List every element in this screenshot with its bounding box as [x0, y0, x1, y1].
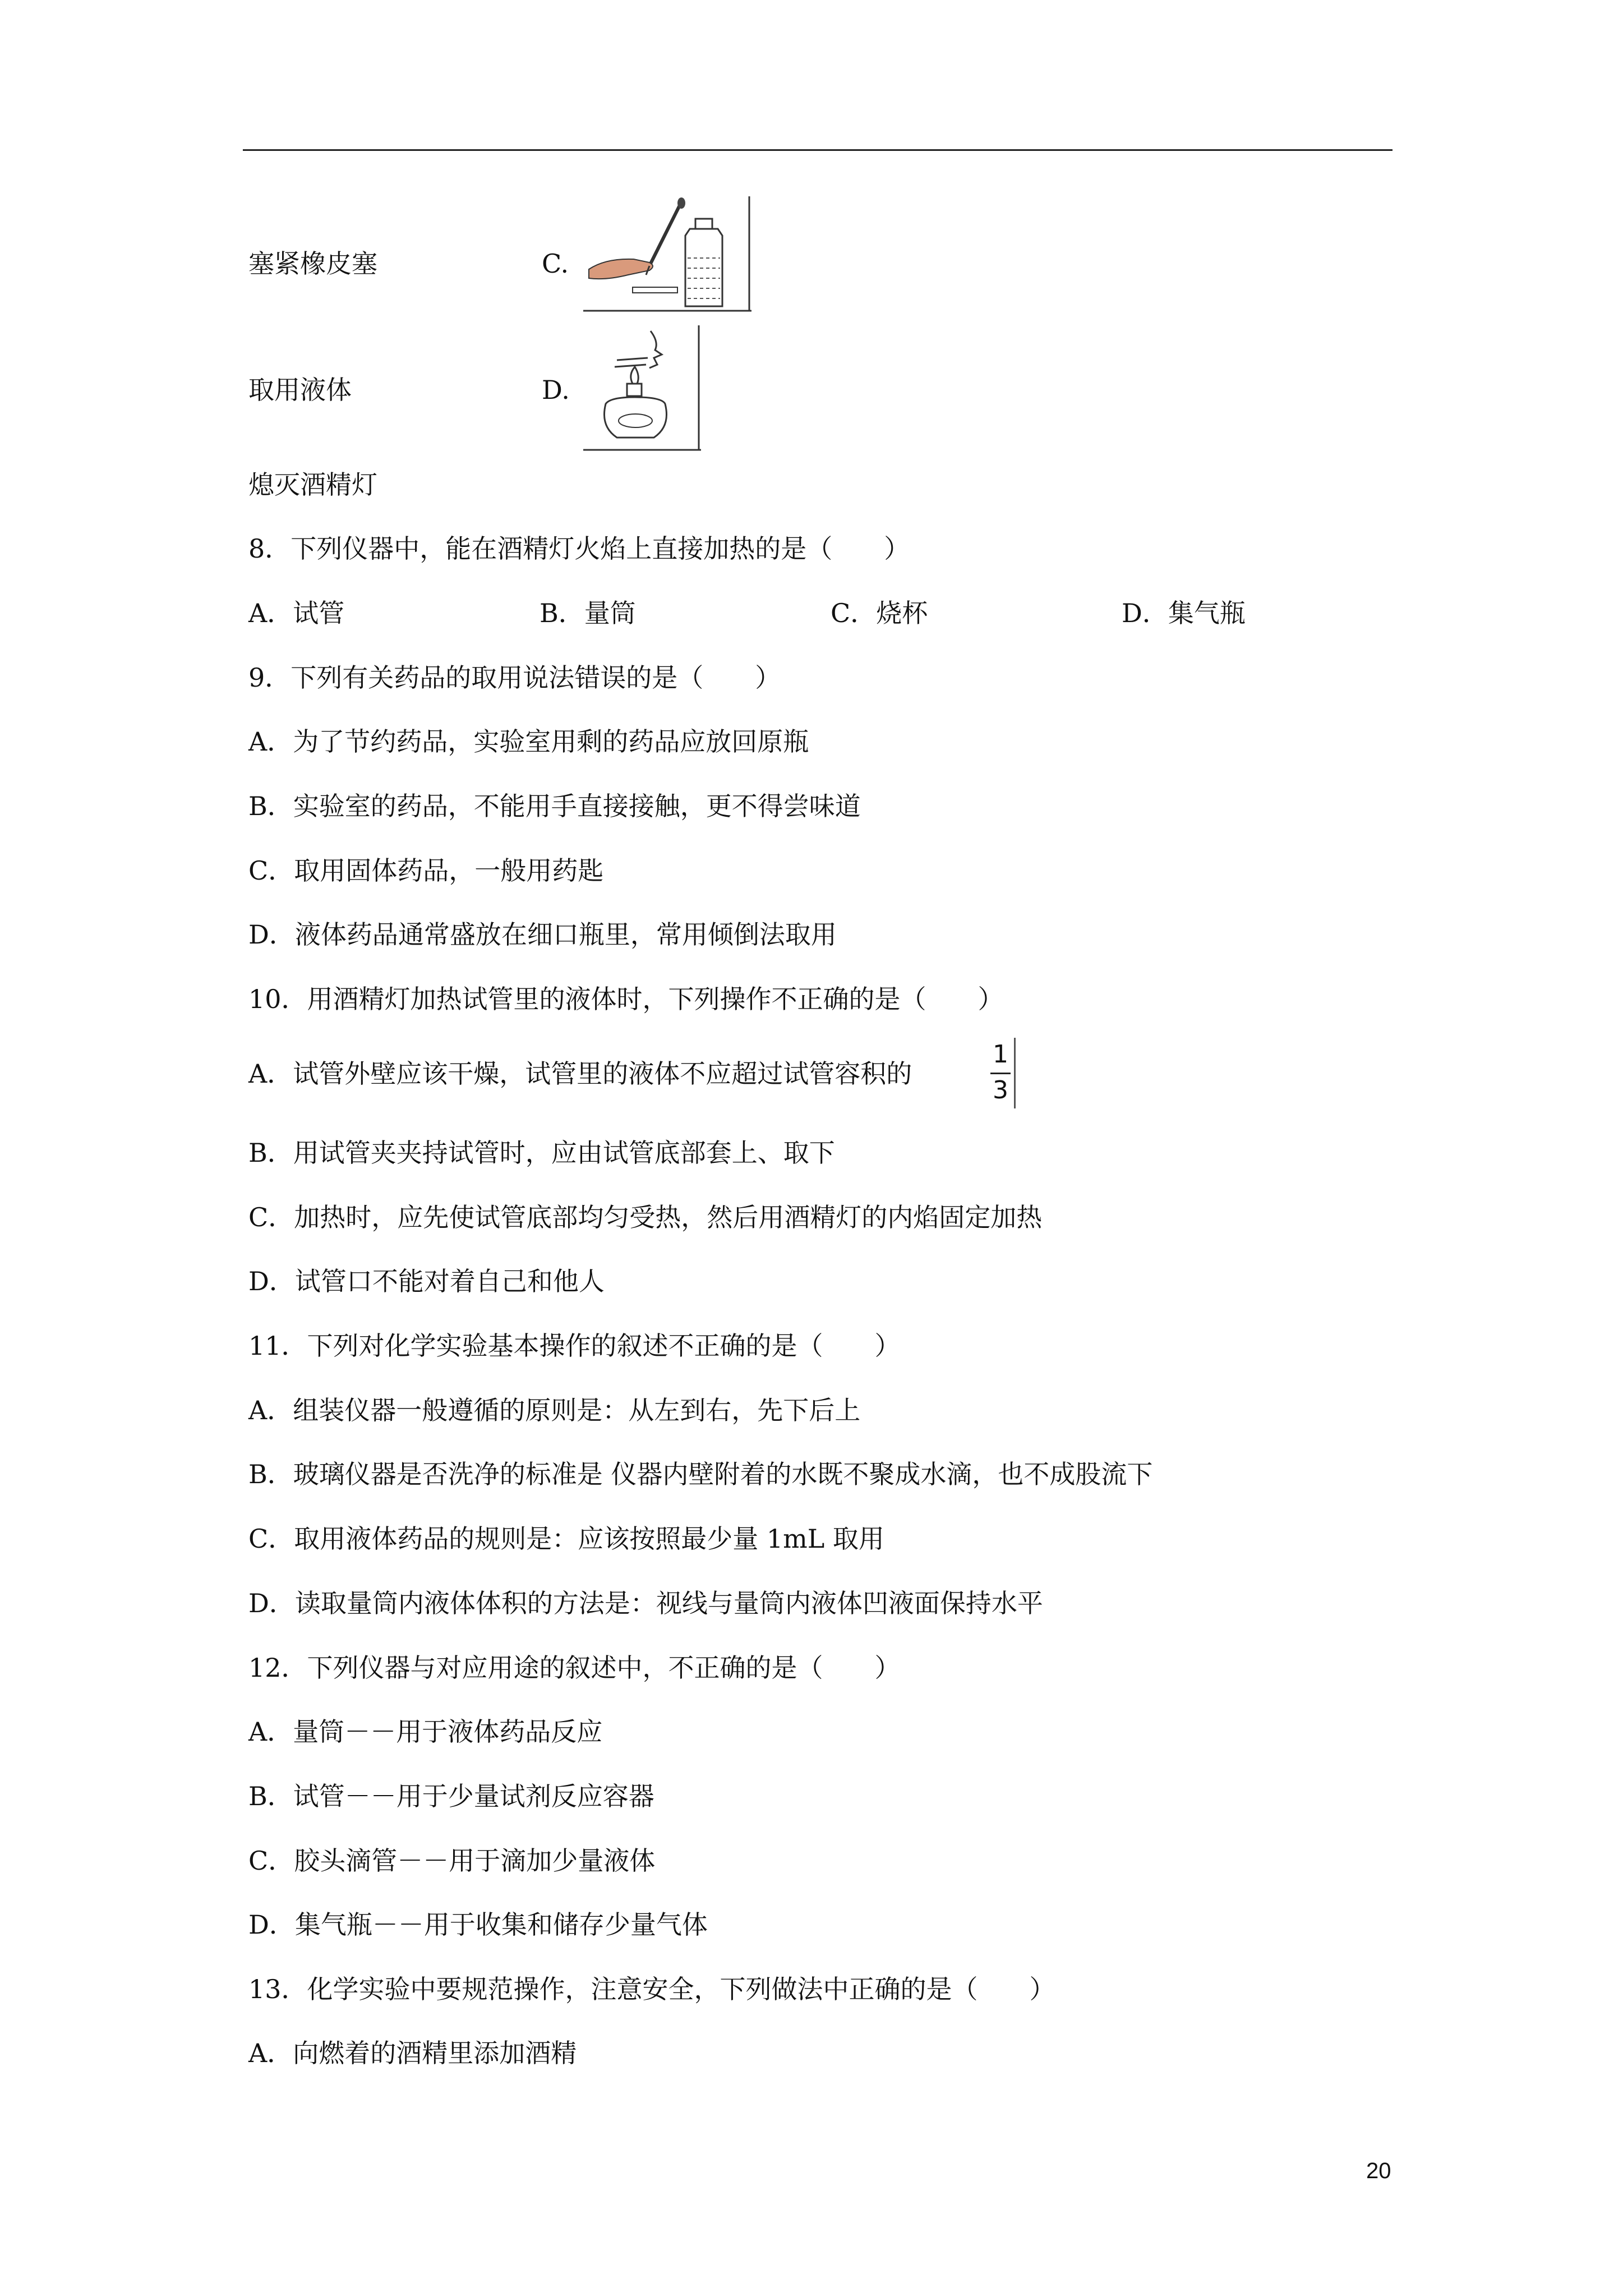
prev-option-caption: 熄灭酒精灯 [248, 470, 377, 500]
option-d: D．液体药品通常盛放在细口瓶里，常用倾倒法取用 [248, 919, 837, 950]
fraction-denominator: 3 [993, 1076, 1008, 1105]
option-a: A．试管外壁应该干燥，试管里的液体不应超过试管容积的 [248, 1059, 912, 1089]
option-b: B．玻璃仪器是否洗净的标准是 仪器内壁附着的水既不聚成水滴，也不成股流下 [248, 1459, 1153, 1489]
option-b: B．用试管夹夹持试管时，应由试管底部套上、取下 [248, 1138, 835, 1168]
option-a: A．组装仪器一般遵循的原则是：从左到右，先下后上 [248, 1395, 861, 1425]
fraction-one-third [988, 1038, 1016, 1108]
question-13: 13．化学实验中要规范操作，注意安全，下列做法中正确的是（ ） [248, 1974, 1055, 2004]
question-10: 10．用酒精灯加热试管里的液体时，下列操作不正确的是（ ） [248, 984, 1004, 1014]
question-12: 12．下列仪器与对应用途的叙述中，不正确的是（ ） [248, 1653, 901, 1683]
fraction-numerator: 1 [993, 1040, 1008, 1069]
option-b: B．试管－－用于少量试剂反应容器 [248, 1781, 654, 1811]
question-9: 9．下列有关药品的取用说法错误的是（ ） [248, 662, 781, 693]
question-11: 11．下列对化学实验基本操作的叙述不正确的是（ ） [248, 1331, 901, 1361]
page-number: 20 [1366, 2159, 1391, 2183]
option-c: C．取用液体药品的规则是：应该按照最少量 1mL 取用 [248, 1524, 884, 1554]
option-d-label: D. [542, 375, 570, 405]
option-d: D．读取量筒内液体体积的方法是：视线与量筒内液体凹液面保持水平 [248, 1588, 1043, 1618]
question-8: 8．下列仪器中，能在酒精灯火焰上直接加热的是（ ） [248, 533, 910, 564]
fraction-bar [990, 1073, 1011, 1074]
option-c: C．胶头滴管－－用于滴加少量液体 [248, 1846, 656, 1876]
prev-option-caption: 塞紧橡皮塞 [248, 249, 377, 279]
option-a: A．为了节约药品，实验室用剩的药品应放回原瓶 [248, 726, 809, 757]
option-c: C．烧杯 [831, 598, 928, 628]
option-a: A．试管 [248, 598, 345, 628]
option-b: B．实验室的药品，不能用手直接接触，更不得尝味道 [248, 791, 861, 821]
header-rule [243, 149, 1393, 151]
alcohol-lamp-figure [583, 325, 701, 454]
option-c: C．取用固体药品，一般用药匙 [248, 855, 604, 886]
option-d: D．集气瓶－－用于收集和储存少量气体 [248, 1910, 708, 1940]
option-b: B．量筒 [540, 598, 636, 628]
option-c: C．加热时，应先使试管底部均匀受热，然后用酒精灯的内焰固定加热 [248, 1202, 1043, 1232]
dropper-bottle-figure [583, 196, 751, 314]
option-a: A．向燃着的酒精里添加酒精 [248, 2038, 577, 2068]
option-d: D．集气瓶 [1122, 598, 1246, 628]
option-a: A．量筒－－用于液体药品反应 [248, 1717, 603, 1747]
option-c-label: C. [542, 249, 569, 279]
option-d: D．试管口不能对着自己和他人 [248, 1266, 605, 1296]
prev-option-caption: 取用液体 [248, 375, 352, 405]
